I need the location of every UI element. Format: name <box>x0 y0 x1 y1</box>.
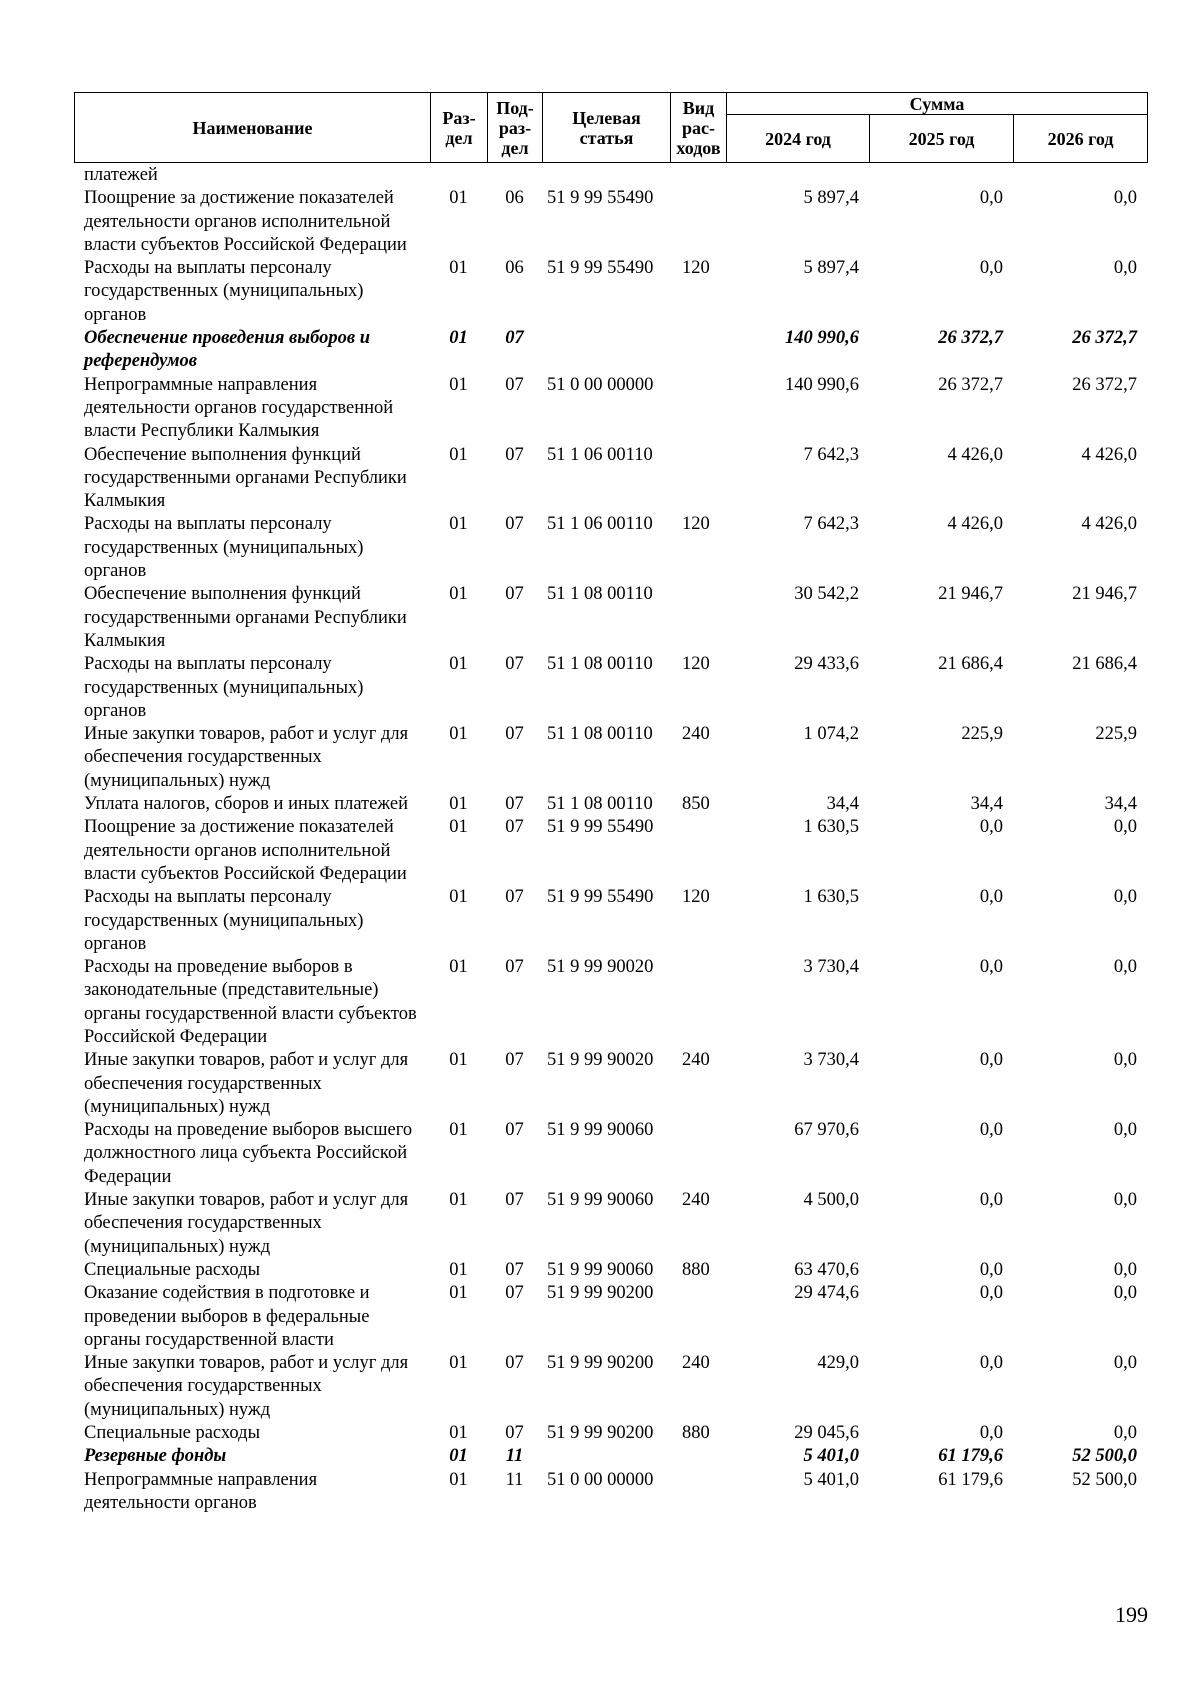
row-razdel: 01 <box>449 794 468 815</box>
row-podrazdel: 07 <box>505 794 524 815</box>
row-sum-2026: 0,0 <box>1113 1190 1137 1211</box>
row-name: Специальные расходы <box>84 1259 260 1280</box>
col-header-summa: Сумма <box>727 93 1148 115</box>
row-sum-2026: 26 372,7 <box>1072 328 1137 349</box>
row-celevaya-statya: 51 1 06 00110 <box>547 444 653 465</box>
row-name: Поощрение за достижение показателей деятельности органов исполнительной власти субъектов Российской Федерации <box>84 188 407 255</box>
row-razdel: 01 <box>449 258 468 279</box>
row-podrazdel: 07 <box>505 584 524 605</box>
row-podrazdel: 07 <box>505 328 524 349</box>
row-name: Расходы на выплаты персоналу государственных (муниципальных) органов <box>84 654 364 721</box>
row-celevaya-statya <box>542 327 670 374</box>
row-celevaya-statya: 51 1 08 00110 <box>547 654 653 675</box>
row-podrazdel <box>487 164 542 187</box>
row-sum-2024: 67 970,6 <box>794 1120 859 1141</box>
row-podrazdel: 07 <box>505 1259 524 1280</box>
row-sum-2025: 225,9 <box>961 724 1003 745</box>
col-header-razdel: Раз- дел <box>431 93 488 163</box>
row-celevaya-statya: 51 0 00 00000 <box>547 1469 654 1490</box>
row-celevaya-statya <box>542 164 670 187</box>
row-celevaya-statya: 51 9 99 55490 <box>547 258 654 279</box>
table-row <box>74 886 1147 956</box>
row-sum-2024: 1 630,5 <box>803 887 859 908</box>
row-sum-2024: 140 990,6 <box>785 328 859 349</box>
row-sum-2026: 0,0 <box>1113 1120 1137 1141</box>
table-row <box>74 1352 1147 1422</box>
row-podrazdel: 07 <box>505 1423 524 1444</box>
row-sum-2024: 29 433,6 <box>794 654 859 675</box>
row-name: Расходы на проведение выборов высшего должностного лица субъекта Российской Федерации <box>84 1120 413 1187</box>
col-header-vid-rashodov: Вид рас- ходов <box>671 93 727 163</box>
row-razdel: 01 <box>449 1423 468 1444</box>
col-header-2025: 2025 год <box>870 115 1014 163</box>
row-sum-2026: 4 426,0 <box>1081 514 1137 535</box>
row-sum-2024 <box>726 164 869 187</box>
table-row <box>74 956 1147 1049</box>
row-celevaya-statya: 51 9 99 90200 <box>547 1283 654 1304</box>
row-vid-rashodov <box>670 1469 726 1516</box>
row-podrazdel: 07 <box>505 1190 524 1211</box>
row-razdel: 01 <box>449 328 468 349</box>
row-podrazdel: 07 <box>505 724 524 745</box>
row-sum-2026: 0,0 <box>1113 887 1137 908</box>
row-sum-2025: 4 426,0 <box>947 514 1003 535</box>
row-razdel: 01 <box>449 724 468 745</box>
row-sum-2025: 0,0 <box>979 1120 1003 1141</box>
row-sum-2024: 5 897,4 <box>803 188 859 209</box>
row-vid-rashodov: 120 <box>682 258 710 279</box>
row-celevaya-statya <box>542 1445 670 1468</box>
row-sum-2024: 5 401,0 <box>803 1469 859 1490</box>
table-row <box>74 374 1147 444</box>
col-header-2024: 2024 год <box>727 115 870 163</box>
row-sum-2024: 7 642,3 <box>803 444 859 465</box>
row-sum-2025: 0,0 <box>979 1050 1003 1071</box>
row-name: Поощрение за достижение показателей деятельности органов исполнительной власти субъектов Российской Федерации <box>84 817 407 884</box>
row-vid-rashodov <box>670 444 726 514</box>
row-sum-2025: 0,0 <box>979 1190 1003 1211</box>
row-sum-2025: 21 946,7 <box>938 584 1003 605</box>
row-razdel: 01 <box>449 1283 468 1304</box>
col-header-podrazdel: Под- раз- дел <box>488 93 543 163</box>
row-name: Расходы на выплаты персоналу государственных (муниципальных) органов <box>84 258 364 325</box>
row-podrazdel: 07 <box>505 817 524 838</box>
row-razdel: 01 <box>449 1469 468 1490</box>
row-podrazdel: 06 <box>505 258 524 279</box>
row-vid-rashodov: 120 <box>682 887 710 908</box>
table-row <box>74 583 1147 653</box>
row-podrazdel: 06 <box>505 188 524 209</box>
table-row <box>74 1422 1147 1445</box>
row-celevaya-statya: 51 1 08 00110 <box>547 584 653 605</box>
row-podrazdel: 07 <box>505 654 524 675</box>
row-sum-2024: 34,4 <box>826 794 859 815</box>
row-name: Непрограммные направления деятельности органов государственной власти Республики Калмыкия <box>84 374 394 442</box>
row-celevaya-statya: 51 1 08 00110 <box>547 794 653 815</box>
row-razdel <box>430 164 487 187</box>
row-vid-rashodov <box>670 956 726 1049</box>
row-podrazdel: 07 <box>505 1353 524 1374</box>
row-sum-2025: 0,0 <box>979 817 1003 838</box>
row-celevaya-statya: 51 9 99 55490 <box>547 817 654 838</box>
row-sum-2025: 21 686,4 <box>938 654 1003 675</box>
row-podrazdel: 11 <box>505 1469 524 1490</box>
row-celevaya-statya: 51 9 99 90200 <box>547 1353 654 1374</box>
table-row <box>74 1119 1147 1189</box>
row-name: Иные закупки товаров, работ и услуг для обеспечения государственных (муниципальных) нужд <box>84 724 409 791</box>
table-row <box>74 723 1147 793</box>
row-sum-2026: 52 500,0 <box>1072 1469 1137 1490</box>
row-sum-2024: 3 730,4 <box>803 1050 859 1071</box>
row-celevaya-statya: 51 9 99 90200 <box>547 1423 654 1444</box>
row-sum-2024: 29 045,6 <box>794 1423 859 1444</box>
row-celevaya-statya: 51 9 99 90020 <box>547 957 654 978</box>
table-row <box>74 1445 1147 1468</box>
row-podrazdel: 07 <box>505 957 524 978</box>
row-name: Иные закупки товаров, работ и услуг для обеспечения государственных (муниципальных) нужд <box>84 1050 409 1117</box>
row-razdel: 01 <box>449 514 468 535</box>
row-celevaya-statya: 51 9 99 55490 <box>547 887 654 908</box>
row-vid-rashodov <box>670 1119 726 1189</box>
table-row <box>74 1282 1147 1352</box>
row-sum-2026: 21 686,4 <box>1072 654 1137 675</box>
row-sum-2026: 0,0 <box>1113 1423 1137 1444</box>
row-celevaya-statya: 51 9 99 90060 <box>547 1120 654 1141</box>
row-name: Иные закупки товаров, работ и услуг для обеспечения государственных (муниципальных) нужд <box>84 1190 409 1257</box>
row-vid-rashodov: 120 <box>682 654 710 675</box>
row-vid-rashodov <box>670 1282 726 1352</box>
row-vid-rashodov <box>670 816 726 886</box>
table-row <box>74 653 1147 723</box>
row-podrazdel: 07 <box>505 514 524 535</box>
row-vid-rashodov: 850 <box>682 794 710 815</box>
row-sum-2024: 3 730,4 <box>803 957 859 978</box>
row-name: Оказание содействия в подготовке и проведении выборов в федеральные органы государственной власти <box>84 1283 370 1350</box>
row-sum-2024: 4 500,0 <box>803 1190 859 1211</box>
row-celevaya-statya: 51 1 08 00110 <box>547 724 653 745</box>
row-razdel: 01 <box>449 654 468 675</box>
row-vid-rashodov <box>670 1445 726 1468</box>
table-row <box>74 187 1147 257</box>
row-sum-2024: 140 990,6 <box>785 374 859 395</box>
row-celevaya-statya: 51 9 99 90020 <box>547 1050 654 1071</box>
row-razdel: 01 <box>449 1446 468 1467</box>
row-vid-rashodov: 880 <box>682 1259 710 1280</box>
row-sum-2025: 61 179,6 <box>938 1469 1003 1490</box>
table-row <box>74 1049 1147 1119</box>
row-celevaya-statya: 51 0 00 00000 <box>547 374 654 395</box>
row-sum-2026: 0,0 <box>1113 817 1137 838</box>
row-vid-rashodov <box>670 327 726 374</box>
row-razdel: 01 <box>449 444 468 465</box>
row-vid-rashodov: 120 <box>682 514 710 535</box>
row-sum-2024: 30 542,2 <box>794 584 859 605</box>
table-row <box>74 257 1147 327</box>
row-vid-rashodov <box>670 374 726 444</box>
row-vid-rashodov: 240 <box>682 724 710 745</box>
table-row <box>74 1469 1147 1516</box>
row-name: платежей <box>84 165 158 185</box>
row-sum-2024: 63 470,6 <box>794 1259 859 1280</box>
row-sum-2026: 0,0 <box>1113 957 1137 978</box>
row-podrazdel: 07 <box>505 1283 524 1304</box>
table-row <box>74 1189 1147 1259</box>
row-name: Уплата налогов, сборов и иных платежей <box>84 794 409 815</box>
table-row <box>74 444 1147 514</box>
row-sum-2025: 4 426,0 <box>947 444 1003 465</box>
table-row <box>74 327 1147 374</box>
table-row <box>74 816 1147 886</box>
row-name: Расходы на выплаты персоналу государственных (муниципальных) органов <box>84 514 364 582</box>
row-sum-2025: 0,0 <box>979 258 1003 279</box>
row-sum-2025: 61 179,6 <box>938 1446 1003 1467</box>
row-sum-2026: 0,0 <box>1113 1283 1137 1304</box>
row-sum-2026: 0,0 <box>1113 1050 1137 1071</box>
row-razdel: 01 <box>449 584 468 605</box>
row-sum-2026: 4 426,0 <box>1081 444 1137 465</box>
row-celevaya-statya: 51 9 99 90060 <box>547 1259 654 1280</box>
row-sum-2026: 34,4 <box>1104 794 1137 815</box>
row-sum-2025: 0,0 <box>979 1353 1003 1374</box>
table-row <box>74 164 1147 187</box>
row-sum-2024: 5 401,0 <box>803 1446 859 1467</box>
row-sum-2026: 0,0 <box>1113 258 1137 279</box>
row-sum-2025: 0,0 <box>979 1283 1003 1304</box>
row-name: Расходы на проведение выборов в законодательные (представительные) органы государственной власти субъектов Российской Федерации <box>84 957 417 1047</box>
table-row <box>74 1259 1147 1282</box>
row-vid-rashodov: 240 <box>682 1353 710 1374</box>
row-vid-rashodov: 880 <box>682 1423 710 1444</box>
row-sum-2024: 7 642,3 <box>803 514 859 535</box>
row-vid-rashodov <box>670 164 726 187</box>
row-name: Обеспечение выполнения функций государственными органами Республики Калмыкия <box>84 444 407 512</box>
row-sum-2025: 0,0 <box>979 1259 1003 1280</box>
row-podrazdel: 07 <box>505 1050 524 1071</box>
row-podrazdel: 07 <box>505 374 524 395</box>
row-sum-2024: 29 474,6 <box>794 1283 859 1304</box>
row-vid-rashodov <box>670 583 726 653</box>
row-razdel: 01 <box>449 957 468 978</box>
row-podrazdel: 11 <box>505 1446 524 1467</box>
row-sum-2026 <box>1013 164 1147 187</box>
row-vid-rashodov <box>670 187 726 257</box>
row-razdel: 01 <box>449 1120 468 1141</box>
row-name: Расходы на выплаты персоналу государственных (муниципальных) органов <box>84 887 364 954</box>
row-sum-2024: 1 074,2 <box>803 724 859 745</box>
row-name: Резервные фонды <box>84 1446 227 1467</box>
row-razdel: 01 <box>449 1259 468 1280</box>
row-name: Иные закупки товаров, работ и услуг для обеспечения государственных (муниципальных) нужд <box>84 1353 409 1420</box>
row-sum-2026: 0,0 <box>1113 188 1137 209</box>
row-podrazdel: 07 <box>505 1120 524 1141</box>
row-celevaya-statya: 51 1 06 00110 <box>547 514 653 535</box>
row-podrazdel: 07 <box>505 887 524 908</box>
row-sum-2026: 21 946,7 <box>1072 584 1137 605</box>
table-row <box>74 793 1147 816</box>
row-razdel: 01 <box>449 374 468 395</box>
row-name: Обеспечение проведения выборов и референдумов <box>84 328 371 372</box>
row-sum-2025: 0,0 <box>979 188 1003 209</box>
row-sum-2025: 0,0 <box>979 1423 1003 1444</box>
row-vid-rashodov: 240 <box>682 1190 710 1211</box>
row-sum-2026: 52 500,0 <box>1072 1446 1137 1467</box>
table-header <box>74 92 1148 163</box>
row-razdel: 01 <box>449 188 468 209</box>
row-sum-2024: 429,0 <box>817 1353 859 1374</box>
row-razdel: 01 <box>449 817 468 838</box>
row-razdel: 01 <box>449 887 468 908</box>
row-sum-2026: 26 372,7 <box>1072 374 1137 395</box>
row-sum-2026: 0,0 <box>1113 1259 1137 1280</box>
row-celevaya-statya: 51 9 99 90060 <box>547 1190 654 1211</box>
budget-table <box>74 164 1147 1515</box>
row-name: Непрограммные направления деятельности органов <box>84 1469 318 1513</box>
row-sum-2024: 1 630,5 <box>803 817 859 838</box>
row-sum-2025: 34,4 <box>970 794 1003 815</box>
col-header-celevaya-statya: Целевая статья <box>543 93 671 163</box>
row-razdel: 01 <box>449 1190 468 1211</box>
row-sum-2025 <box>869 164 1013 187</box>
col-header-2026: 2026 год <box>1014 115 1148 163</box>
row-name: Обеспечение выполнения функций государственными органами Республики Калмыкия <box>84 584 407 651</box>
row-celevaya-statya: 51 9 99 55490 <box>547 188 654 209</box>
page-number: 199 <box>1115 1602 1148 1627</box>
row-name: Специальные расходы <box>84 1423 260 1444</box>
row-sum-2025: 26 372,7 <box>938 328 1003 349</box>
row-razdel: 01 <box>449 1353 468 1374</box>
col-header-name: Наименование <box>75 93 431 163</box>
row-vid-rashodov: 240 <box>682 1050 710 1071</box>
table-row <box>74 513 1147 583</box>
row-razdel: 01 <box>449 1050 468 1071</box>
row-sum-2026: 0,0 <box>1113 1353 1137 1374</box>
row-sum-2025: 0,0 <box>979 887 1003 908</box>
row-podrazdel: 07 <box>505 444 524 465</box>
row-sum-2026: 225,9 <box>1095 724 1137 745</box>
row-sum-2025: 26 372,7 <box>938 374 1003 395</box>
row-sum-2024: 5 897,4 <box>803 258 859 279</box>
row-sum-2025: 0,0 <box>979 957 1003 978</box>
